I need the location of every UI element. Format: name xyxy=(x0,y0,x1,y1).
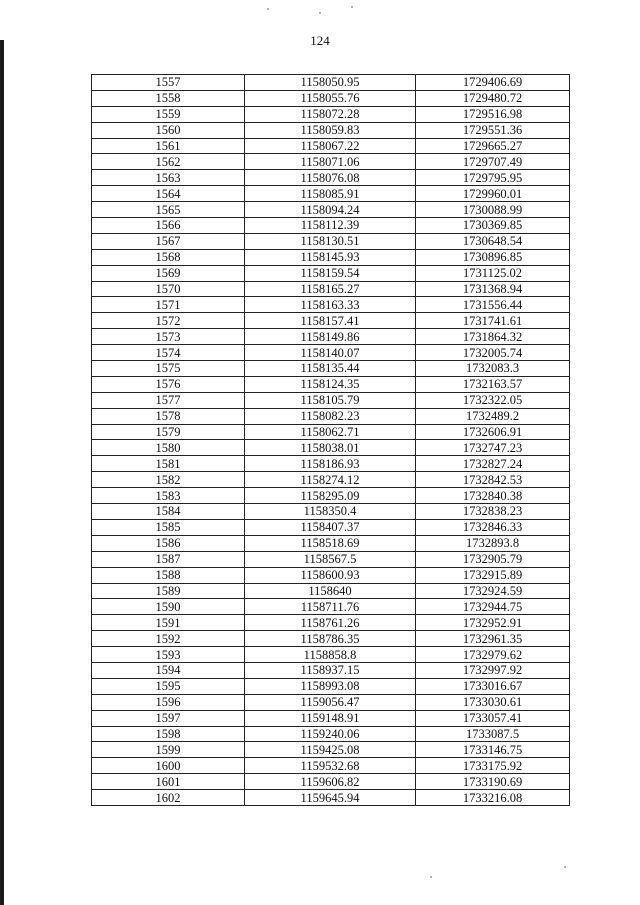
y-coordinate-cell: 1732952.91 xyxy=(416,615,570,631)
x-coordinate-cell: 1158518.69 xyxy=(245,535,416,551)
point-number-cell: 1583 xyxy=(92,488,245,504)
y-coordinate-cell: 1732905.79 xyxy=(416,551,570,567)
table-row xyxy=(92,170,570,186)
table-row xyxy=(92,790,570,806)
table-row xyxy=(92,218,570,234)
x-coordinate-cell: 1159645.94 xyxy=(245,790,416,806)
table-row xyxy=(92,472,570,488)
table-row xyxy=(92,233,570,249)
x-coordinate-cell: 1158050.95 xyxy=(245,75,416,91)
table-row xyxy=(92,694,570,710)
y-coordinate-cell: 1733146.75 xyxy=(416,742,570,758)
table-row xyxy=(92,456,570,472)
table-row xyxy=(92,710,570,726)
table-row xyxy=(92,138,570,154)
x-coordinate-cell: 1158640 xyxy=(245,583,416,599)
y-coordinate-cell: 1731368.94 xyxy=(416,281,570,297)
y-coordinate-cell: 1732842.53 xyxy=(416,472,570,488)
y-coordinate-cell: 1731864.32 xyxy=(416,329,570,345)
x-coordinate-cell: 1158186.93 xyxy=(245,456,416,472)
point-number-cell: 1596 xyxy=(92,694,245,710)
point-number-cell: 1598 xyxy=(92,726,245,742)
page-edge-scan-bar xyxy=(0,40,4,905)
x-coordinate-cell: 1159606.82 xyxy=(245,774,416,790)
table-row xyxy=(92,615,570,631)
x-coordinate-cell: 1158038.01 xyxy=(245,440,416,456)
point-number-cell: 1599 xyxy=(92,742,245,758)
x-coordinate-cell: 1158350.4 xyxy=(245,504,416,520)
y-coordinate-cell: 1730088.99 xyxy=(416,202,570,218)
point-number-cell: 1574 xyxy=(92,345,245,361)
point-number-cell: 1591 xyxy=(92,615,245,631)
point-number-cell: 1582 xyxy=(92,472,245,488)
x-coordinate-cell: 1158567.5 xyxy=(245,551,416,567)
point-number-cell: 1590 xyxy=(92,599,245,615)
table-row xyxy=(92,567,570,583)
point-number-cell: 1561 xyxy=(92,138,245,154)
x-coordinate-cell: 1159148.91 xyxy=(245,710,416,726)
x-coordinate-cell: 1158130.51 xyxy=(245,233,416,249)
y-coordinate-cell: 1733057.41 xyxy=(416,710,570,726)
point-number-cell: 1564 xyxy=(92,186,245,202)
y-coordinate-cell: 1732944.75 xyxy=(416,599,570,615)
point-number-cell: 1571 xyxy=(92,297,245,313)
scan-speck xyxy=(319,12,321,14)
x-coordinate-cell: 1159240.06 xyxy=(245,726,416,742)
x-coordinate-cell: 1158140.07 xyxy=(245,345,416,361)
coordinate-table-wrapper xyxy=(91,74,569,806)
table-row xyxy=(92,154,570,170)
point-number-cell: 1594 xyxy=(92,662,245,678)
y-coordinate-cell: 1729795.95 xyxy=(416,170,570,186)
y-coordinate-cell: 1731125.02 xyxy=(416,265,570,281)
point-number-cell: 1585 xyxy=(92,519,245,535)
y-coordinate-cell: 1730896.85 xyxy=(416,249,570,265)
table-row xyxy=(92,535,570,551)
x-coordinate-cell: 1158149.86 xyxy=(245,329,416,345)
x-coordinate-cell: 1158067.22 xyxy=(245,138,416,154)
y-coordinate-cell: 1732838.23 xyxy=(416,504,570,520)
point-number-cell: 1592 xyxy=(92,631,245,647)
y-coordinate-cell: 1732997.92 xyxy=(416,662,570,678)
x-coordinate-cell: 1158159.54 xyxy=(245,265,416,281)
y-coordinate-cell: 1731556.44 xyxy=(416,297,570,313)
point-number-cell: 1579 xyxy=(92,424,245,440)
point-number-cell: 1600 xyxy=(92,758,245,774)
table-row xyxy=(92,742,570,758)
x-coordinate-cell: 1158858.8 xyxy=(245,647,416,663)
point-number-cell: 1602 xyxy=(92,790,245,806)
y-coordinate-cell: 1733190.69 xyxy=(416,774,570,790)
table-row xyxy=(92,726,570,742)
table-row xyxy=(92,90,570,106)
table-row xyxy=(92,631,570,647)
table-row xyxy=(92,313,570,329)
point-number-cell: 1586 xyxy=(92,535,245,551)
x-coordinate-cell: 1158993.08 xyxy=(245,678,416,694)
table-row xyxy=(92,249,570,265)
table-row xyxy=(92,202,570,218)
y-coordinate-cell: 1732915.89 xyxy=(416,567,570,583)
table-row xyxy=(92,106,570,122)
y-coordinate-cell: 1729960.01 xyxy=(416,186,570,202)
scan-speck xyxy=(267,8,269,10)
table-row xyxy=(92,440,570,456)
point-number-cell: 1581 xyxy=(92,456,245,472)
x-coordinate-cell: 1158274.12 xyxy=(245,472,416,488)
point-number-cell: 1568 xyxy=(92,249,245,265)
point-number-cell: 1577 xyxy=(92,392,245,408)
page-number: 124 xyxy=(310,33,330,48)
y-coordinate-cell: 1732163.57 xyxy=(416,376,570,392)
y-coordinate-cell: 1729665.27 xyxy=(416,138,570,154)
coordinate-table xyxy=(91,74,570,806)
x-coordinate-cell: 1159532.68 xyxy=(245,758,416,774)
x-coordinate-cell: 1158145.93 xyxy=(245,249,416,265)
x-coordinate-cell: 1158295.09 xyxy=(245,488,416,504)
point-number-cell: 1559 xyxy=(92,106,245,122)
point-number-cell: 1565 xyxy=(92,202,245,218)
table-row xyxy=(92,504,570,520)
table-row xyxy=(92,424,570,440)
point-number-cell: 1569 xyxy=(92,265,245,281)
y-coordinate-cell: 1732606.91 xyxy=(416,424,570,440)
table-row xyxy=(92,345,570,361)
y-coordinate-cell: 1733216.08 xyxy=(416,790,570,806)
y-coordinate-cell: 1732083.3 xyxy=(416,361,570,377)
scan-speck xyxy=(564,866,566,868)
y-coordinate-cell: 1732489.2 xyxy=(416,408,570,424)
x-coordinate-cell: 1158085.91 xyxy=(245,186,416,202)
table-row xyxy=(92,599,570,615)
y-coordinate-cell: 1732846.33 xyxy=(416,519,570,535)
y-coordinate-cell: 1732840.38 xyxy=(416,488,570,504)
x-coordinate-cell: 1158761.26 xyxy=(245,615,416,631)
x-coordinate-cell: 1158105.79 xyxy=(245,392,416,408)
point-number-cell: 1558 xyxy=(92,90,245,106)
point-number-cell: 1560 xyxy=(92,122,245,138)
point-number-cell: 1587 xyxy=(92,551,245,567)
point-number-cell: 1562 xyxy=(92,154,245,170)
table-row xyxy=(92,329,570,345)
point-number-cell: 1597 xyxy=(92,710,245,726)
table-row xyxy=(92,297,570,313)
table-row xyxy=(92,408,570,424)
x-coordinate-cell: 1158071.06 xyxy=(245,154,416,170)
table-row xyxy=(92,678,570,694)
y-coordinate-cell: 1733087.5 xyxy=(416,726,570,742)
y-coordinate-cell: 1732827.24 xyxy=(416,456,570,472)
x-coordinate-cell: 1158135.44 xyxy=(245,361,416,377)
y-coordinate-cell: 1732005.74 xyxy=(416,345,570,361)
x-coordinate-cell: 1158407.37 xyxy=(245,519,416,535)
x-coordinate-cell: 1158059.83 xyxy=(245,122,416,138)
point-number-cell: 1570 xyxy=(92,281,245,297)
x-coordinate-cell: 1158163.33 xyxy=(245,297,416,313)
table-row xyxy=(92,519,570,535)
point-number-cell: 1595 xyxy=(92,678,245,694)
table-row xyxy=(92,186,570,202)
x-coordinate-cell: 1158165.27 xyxy=(245,281,416,297)
table-row xyxy=(92,265,570,281)
y-coordinate-cell: 1732893.8 xyxy=(416,535,570,551)
point-number-cell: 1557 xyxy=(92,75,245,91)
y-coordinate-cell: 1729551.36 xyxy=(416,122,570,138)
table-row xyxy=(92,758,570,774)
table-row xyxy=(92,281,570,297)
x-coordinate-cell: 1159056.47 xyxy=(245,694,416,710)
point-number-cell: 1567 xyxy=(92,233,245,249)
point-number-cell: 1601 xyxy=(92,774,245,790)
y-coordinate-cell: 1732322.05 xyxy=(416,392,570,408)
table-row xyxy=(92,583,570,599)
point-number-cell: 1578 xyxy=(92,408,245,424)
y-coordinate-cell: 1732979.62 xyxy=(416,647,570,663)
table-row xyxy=(92,122,570,138)
table-row xyxy=(92,376,570,392)
y-coordinate-cell: 1733030.61 xyxy=(416,694,570,710)
x-coordinate-cell: 1158062.71 xyxy=(245,424,416,440)
point-number-cell: 1572 xyxy=(92,313,245,329)
y-coordinate-cell: 1729516.98 xyxy=(416,106,570,122)
point-number-cell: 1575 xyxy=(92,361,245,377)
x-coordinate-cell: 1158600.93 xyxy=(245,567,416,583)
point-number-cell: 1584 xyxy=(92,504,245,520)
y-coordinate-cell: 1732747.23 xyxy=(416,440,570,456)
y-coordinate-cell: 1729707.49 xyxy=(416,154,570,170)
point-number-cell: 1593 xyxy=(92,647,245,663)
point-number-cell: 1566 xyxy=(92,218,245,234)
y-coordinate-cell: 1729406.69 xyxy=(416,75,570,91)
y-coordinate-cell: 1732961.35 xyxy=(416,631,570,647)
point-number-cell: 1563 xyxy=(92,170,245,186)
point-number-cell: 1573 xyxy=(92,329,245,345)
scan-speck xyxy=(351,6,353,8)
x-coordinate-cell: 1158072.28 xyxy=(245,106,416,122)
x-coordinate-cell: 1158055.76 xyxy=(245,90,416,106)
point-number-cell: 1588 xyxy=(92,567,245,583)
x-coordinate-cell: 1158157.41 xyxy=(245,313,416,329)
scan-speck xyxy=(430,876,432,878)
x-coordinate-cell: 1158076.08 xyxy=(245,170,416,186)
y-coordinate-cell: 1733016.67 xyxy=(416,678,570,694)
point-number-cell: 1576 xyxy=(92,376,245,392)
y-coordinate-cell: 1732924.59 xyxy=(416,583,570,599)
table-row xyxy=(92,75,570,91)
table-row xyxy=(92,551,570,567)
y-coordinate-cell: 1733175.92 xyxy=(416,758,570,774)
x-coordinate-cell: 1159425.08 xyxy=(245,742,416,758)
table-row xyxy=(92,662,570,678)
x-coordinate-cell: 1158112.39 xyxy=(245,218,416,234)
x-coordinate-cell: 1158124.35 xyxy=(245,376,416,392)
table-row xyxy=(92,774,570,790)
y-coordinate-cell: 1730648.54 xyxy=(416,233,570,249)
y-coordinate-cell: 1730369.85 xyxy=(416,218,570,234)
table-row xyxy=(92,647,570,663)
y-coordinate-cell: 1729480.72 xyxy=(416,90,570,106)
table-row xyxy=(92,488,570,504)
x-coordinate-cell: 1158082.23 xyxy=(245,408,416,424)
x-coordinate-cell: 1158711.76 xyxy=(245,599,416,615)
x-coordinate-cell: 1158937.15 xyxy=(245,662,416,678)
point-number-cell: 1580 xyxy=(92,440,245,456)
table-row xyxy=(92,361,570,377)
y-coordinate-cell: 1731741.61 xyxy=(416,313,570,329)
coordinate-table-body xyxy=(92,75,570,806)
point-number-cell: 1589 xyxy=(92,583,245,599)
table-row xyxy=(92,392,570,408)
x-coordinate-cell: 1158094.24 xyxy=(245,202,416,218)
x-coordinate-cell: 1158786.35 xyxy=(245,631,416,647)
